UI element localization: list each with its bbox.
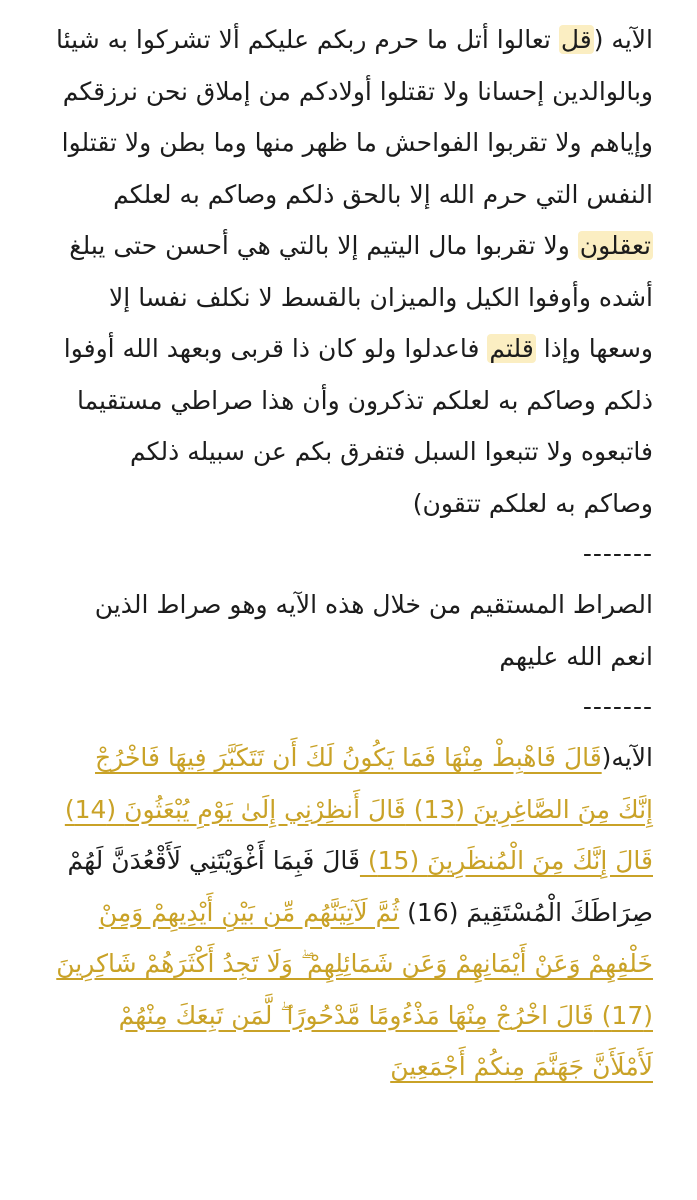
verse-number-link[interactable]: 15 bbox=[377, 846, 410, 875]
highlighted-word: تعقلون bbox=[579, 231, 651, 260]
verse-text: تعالوا أتل ما حرم ربكم عليكم ألا تشركوا به شيئا وبالوالدين إحسانا ولا تقتلوا أولادكم من إملاق نحن نرزقكم وإياهم ولا تقربوا الفواحش ما ظهر منها وما بطن ولا تقتلوا النفس التي حرم الله إلا بالحق ذلكم وصاكم به لعلكم bbox=[55, 25, 653, 209]
verse-prefix: الآيه ( bbox=[593, 25, 653, 54]
quran-link[interactable]: ثُمَّ لَآتِيَنَّهُم مِّن بَيْنِ أَيْدِيهِمْ وَمِنْ خَلْفِهِمْ وَعَنْ أَيْمَانِهِمْ وَعَن شَمَائِلِهِمْ ۖ وَلَا تَجِدُ أَكْثَرَهُمْ شَاكِرِينَ bbox=[56, 897, 653, 978]
commentary-paragraph: الصراط المستقيم من خلال هذه الآيه وهو صراط الذين انعم الله عليهم bbox=[94, 590, 653, 671]
verse-number-link[interactable]: 14 bbox=[74, 794, 107, 824]
separator: ------- bbox=[582, 692, 653, 721]
highlighted-word: قل bbox=[560, 25, 592, 54]
highlighted-word: قلتم bbox=[489, 334, 534, 363]
verse-text: ولا تقربوا مال اليتيم إلا بالتي هي أحسن حتى يبلغ أشده وأوفوا الكيل والميزان بالقسط لا نكلف نفسا إلا وسعها وإذا bbox=[69, 231, 653, 363]
quran-link-punct[interactable]: ) bbox=[405, 794, 424, 824]
quran-link[interactable]: قَالَ أَنظِرْنِي إِلَىٰ يَوْمِ يُبْعَثُونَ bbox=[124, 794, 406, 824]
separator: ------- bbox=[582, 539, 653, 568]
quran-link-punct[interactable]: ( bbox=[106, 794, 125, 824]
quran-link-punct[interactable]: ( bbox=[409, 846, 428, 875]
verse-number-link[interactable]: 17 bbox=[611, 1000, 644, 1030]
verse-paragraph-anam bbox=[56, 14, 653, 529]
quran-link[interactable]: قَالَ إِنَّكَ مِنَ الْمُنظَرِينَ bbox=[427, 846, 653, 875]
verse-prefix: الآيه( bbox=[601, 743, 653, 772]
quran-link-punct[interactable]: ) bbox=[64, 794, 75, 824]
verse-paragraph-araf bbox=[56, 732, 653, 1093]
verse-number-link[interactable]: 13 bbox=[423, 794, 456, 824]
quran-link[interactable]: قَالَ فَاهْبِطْ مِنْهَا فَمَا يَكُونُ لَكَ أَن تَتَكَبَّرَ فِيهَا فَاخْرُجْ إِنَّكَ مِنَ الصَّاغِرِينَ bbox=[95, 743, 653, 824]
quran-link-punct[interactable]: ( bbox=[455, 794, 473, 824]
quran-link-punct[interactable]: ) bbox=[359, 846, 378, 875]
verse-text: فاعدلوا ولو كان ذا قربى وبعهد الله أوفوا ذلكم وصاكم به لعلكم تذكرون وأن هذا صراطي مستقيما فاتبعوه ولا تتبعوا السبل فتفرق بكم عن سبيله ذلكم وصاكم به لعلكم تتقون) bbox=[63, 334, 653, 518]
quran-link-punct[interactable]: ) bbox=[593, 1000, 612, 1030]
quran-link[interactable]: قَالَ اخْرُجْ مِنْهَا مَذْءُومًا مَّدْحُورًا ۖ لَّمَن تَبِعَكَ مِنْهُمْ لَأَمْلَأَنَّ جَهَنَّمَ مِنكُمْ أَجْمَعِينَ bbox=[118, 1000, 653, 1081]
quran-link-punct[interactable]: ( bbox=[643, 1000, 653, 1030]
verse-text-plain: قَالَ فَبِمَا أَغْوَيْتَنِي لَأَقْعُدَنَّ لَهُمْ صِرَاطَكَ الْمُسْتَقِيمَ (16) bbox=[67, 846, 653, 927]
